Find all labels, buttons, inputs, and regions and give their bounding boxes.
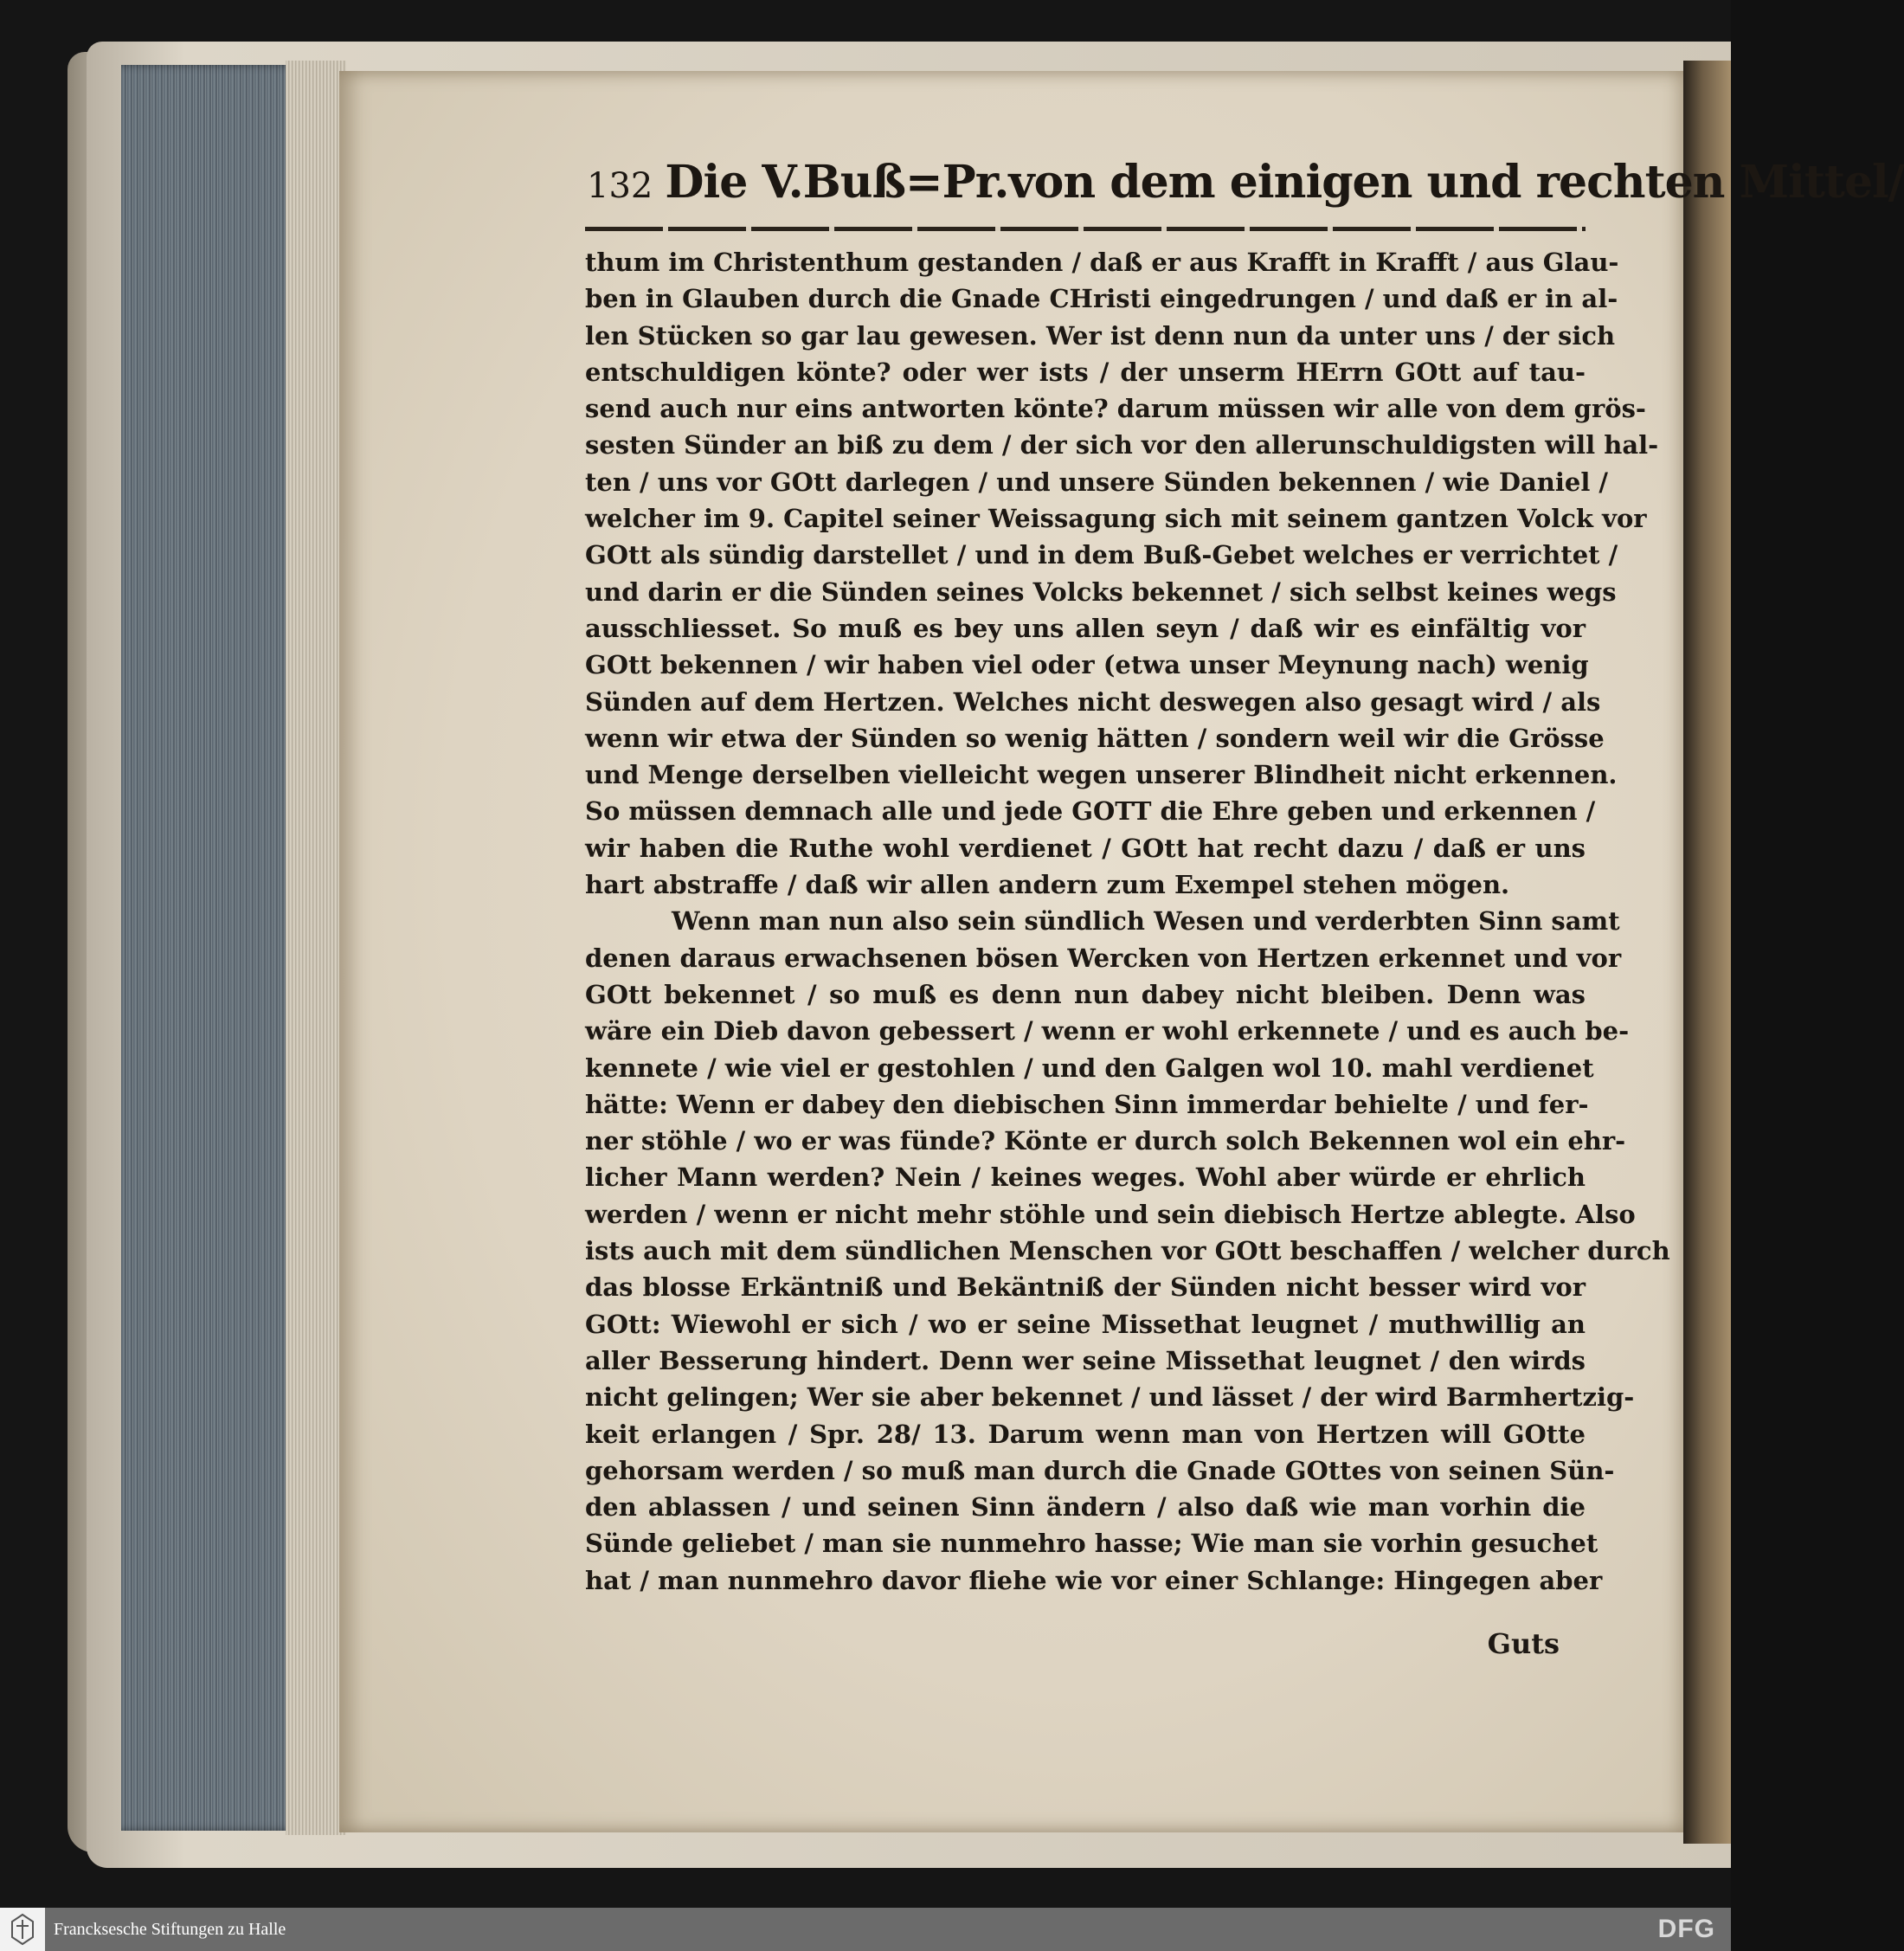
institution-logo-icon [0,1908,45,1951]
text-line: ner stöhle / wo er was fünde? Könte er durch solch Bekennen wol ein ehr- [585,1126,1626,1156]
text-line: hat / man nunmehro davor fliehe wie vor einer Schlange: Hingegen aber [585,1565,1603,1595]
text-line: licher Mann werden? Nein / keines weges. Wohl aber würde er ehrlich [585,1162,1586,1193]
text-line: ten / uns vor GOtt darlegen / und unsere Sünden bekennen / wie Daniel / [585,467,1609,497]
text-line: len Stücken so gar lau gewesen. Wer ist denn nun da unter uns / der sich [585,320,1616,351]
text-line: denen daraus erwachsenen bösen Wercken von Hertzen erkennet und vor [585,943,1622,973]
text-line: Sünden auf dem Hertzen. Welches nicht deswegen also gesagt wird / als [585,686,1601,717]
text-line: welcher im 9. Capitel seiner Weissagung sich mit seinem gantzen Volck vor [585,504,1647,534]
running-head: Die V.Buß=Pr.von dem einigen und rechten Mittel/ [665,156,1904,209]
text-line: send auch nur eins antworten könte? darum müssen wir alle von dem grös- [585,394,1646,424]
text-line: das blosse Erkäntniß und Bekäntniß der Sünden nicht besser wird vor [585,1272,1586,1303]
catchword: Guts [1487,1627,1560,1660]
page-header [587,156,1904,225]
text-line: Wenn man nun also sein sündlich Wesen und verderbten Sinn samt [672,906,1620,937]
viewer-footer [0,1908,1731,1951]
page-number: 132 [587,166,653,206]
header-rule [585,227,1586,231]
text-line: wäre ein Dieb davon gebessert / wenn er wohl erkennete / und es auch be- [585,1016,1630,1046]
text-line: hätte: Wenn er dabey den diebischen Sinn immerdar behielte / und fer- [585,1089,1589,1119]
text-line: gehorsam werden / so muß man durch die Gnade GOttes von seinen Sün- [585,1455,1615,1485]
text-line: ausschliesset. So muß es bey uns allen seyn / daß wir es einfältig vor [585,613,1586,643]
text-line: werden / wenn er nicht mehr stöhle und sein diebisch Hertze ablegte. Also [585,1199,1636,1229]
text-line: nicht gelingen; Wer sie aber bekennet / und lässet / der wird Barmhertzig- [585,1382,1635,1413]
text-line: GOtt: Wiewohl er sich / wo er seine Missethat leugnet / muthwillig an [585,1309,1586,1339]
text-line: ists auch mit dem sündlichen Menschen vor GOtt beschaffen / welcher durch [585,1236,1670,1266]
text-line: und darin er die Sünden seines Volcks bekennet / sich selbst keines wegs [585,576,1617,607]
book-gutter [1683,61,1731,1844]
page-block-edge [286,61,346,1835]
text-line: sesten Sünder an biß zu dem / der sich vor den allerunschuldigsten will hal- [585,430,1659,460]
text-line: den ablassen / und seinen Sinn ändern / also daß wie man vorhin die [585,1492,1586,1523]
text-line: entschuldigen könte? oder wer ists / der unserm HErrn GOtt auf tau- [585,357,1586,387]
text-line: hart abstraffe / daß wir allen andern zum Exempel stehen mögen. [585,870,1510,900]
text-line: So müssen demnach alle und jede GOTT die Ehre geben und erkennen / [585,796,1596,827]
text-line: wenn wir etwa der Sünden so wenig hätten / sondern weil wir die Grösse [585,723,1605,753]
text-line: Sünde geliebet / man sie nunmehro hasse; Wie man sie vorhin gesuchet [585,1529,1598,1559]
text-line: wir haben die Ruthe wohl verdienet / GOtt hat recht dazu / daß er uns [585,833,1586,863]
text-line: keit erlangen / Spr. 28/ 13. Darum wenn man von Hertzen will GOtte [585,1419,1586,1449]
institution-name: Francksesche Stiftungen zu Halle [54,1919,286,1939]
text-line: GOtt als sündig darstellet / und in dem Buß-Gebet welches er verrichtet / [585,540,1618,570]
text-line: GOtt bekennet / so muß es denn nun dabey nicht bleiben. Denn was [585,979,1586,1009]
text-line: kennete / wie viel er gestohlen / und den Galgen wol 10. mahl verdienet [585,1053,1594,1083]
text-line: aller Besserung hindert. Denn wer seine Missethat leugnet / den wirds [585,1345,1586,1375]
text-line: GOtt bekennen / wir haben viel oder (etwa unser Meynung nach) wenig [585,650,1589,680]
text-line: ben in Glauben durch die Gnade CHristi eingedrungen / und daß er in al- [585,284,1618,314]
dfg-logo: DFG [1657,1915,1715,1943]
text-line: und Menge derselben vielleicht wegen unserer Blindheit nicht erkennen. [585,760,1618,790]
text-line: thum im Christenthum gestanden / daß er aus Krafft in Krafft / aus Glau- [585,248,1619,277]
body-text [585,244,1670,1599]
